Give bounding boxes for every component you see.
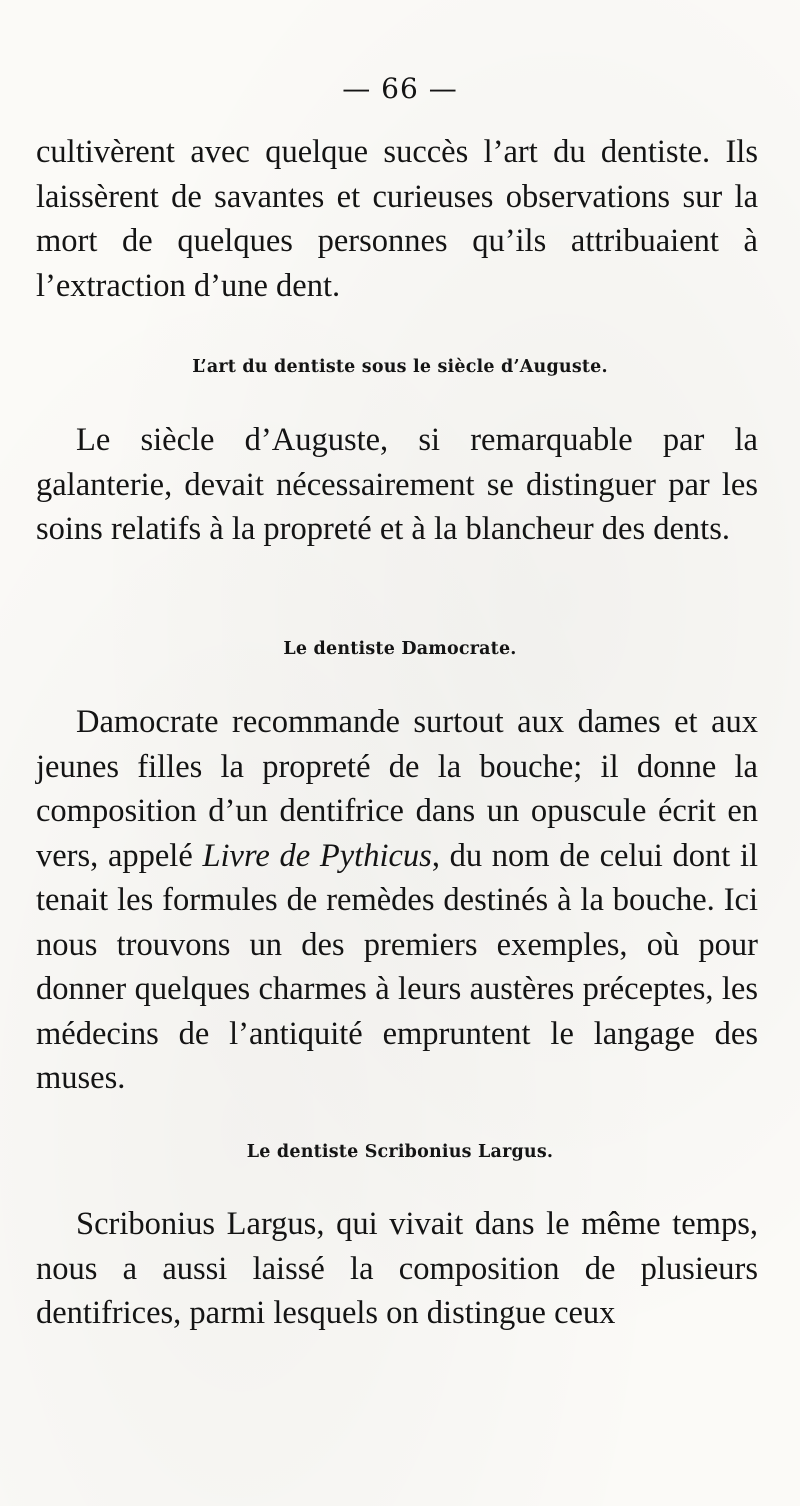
intro-paragraph: cultivèrent avec quelque succès l’art du dentiste. Ils laissèrent de savantes et curieuses observations sur la mort de quelques personnes qu’ils attribuaient à l’extraction d’une dent.	[36, 134, 758, 304]
scribonius-paragraph: Scribonius Largus, qui vivait dans le même temps, nous a aussi laissé la composition de plusieurs dentifrices, parmi lesquels on distingue ceux	[36, 1206, 758, 1331]
section-heading-auguste: L’art du dentiste sous le siècle d’Auguste.	[192, 357, 608, 377]
damocrate-text-part-1: Damocrate recommande surtout aux dames et aux jeunes filles la propreté de la bouche; il donne la composition d’un dentifrice dans un opuscule écrit en vers, appelé	[36, 704, 758, 874]
auguste-paragraph: Le siècle d’Auguste, si remarquable par la galanterie, devait nécessairement se distinguer par les soins relatifs à la propreté et à la blancheur des dents.	[36, 422, 758, 547]
page-number: — 66 —	[342, 72, 458, 105]
damocrate-text-part-2: , du nom de celui dont il tenait les formules de remèdes destinés à la bouche. Ici nous trouvons un des premiers exemples, où pour donner quelques charmes à leurs austères préceptes, les médecins de l’antiquité empruntent le langage des muses.	[36, 837, 759, 1096]
section-heading-damocrate: Le dentiste Damocrate.	[283, 639, 517, 659]
book-title-pythicus: Livre de Pythicus	[202, 837, 432, 874]
damocrate-paragraph	[36, 700, 758, 1101]
section-heading-scribonius: Le dentiste Scribonius Largus.	[246, 1142, 554, 1162]
